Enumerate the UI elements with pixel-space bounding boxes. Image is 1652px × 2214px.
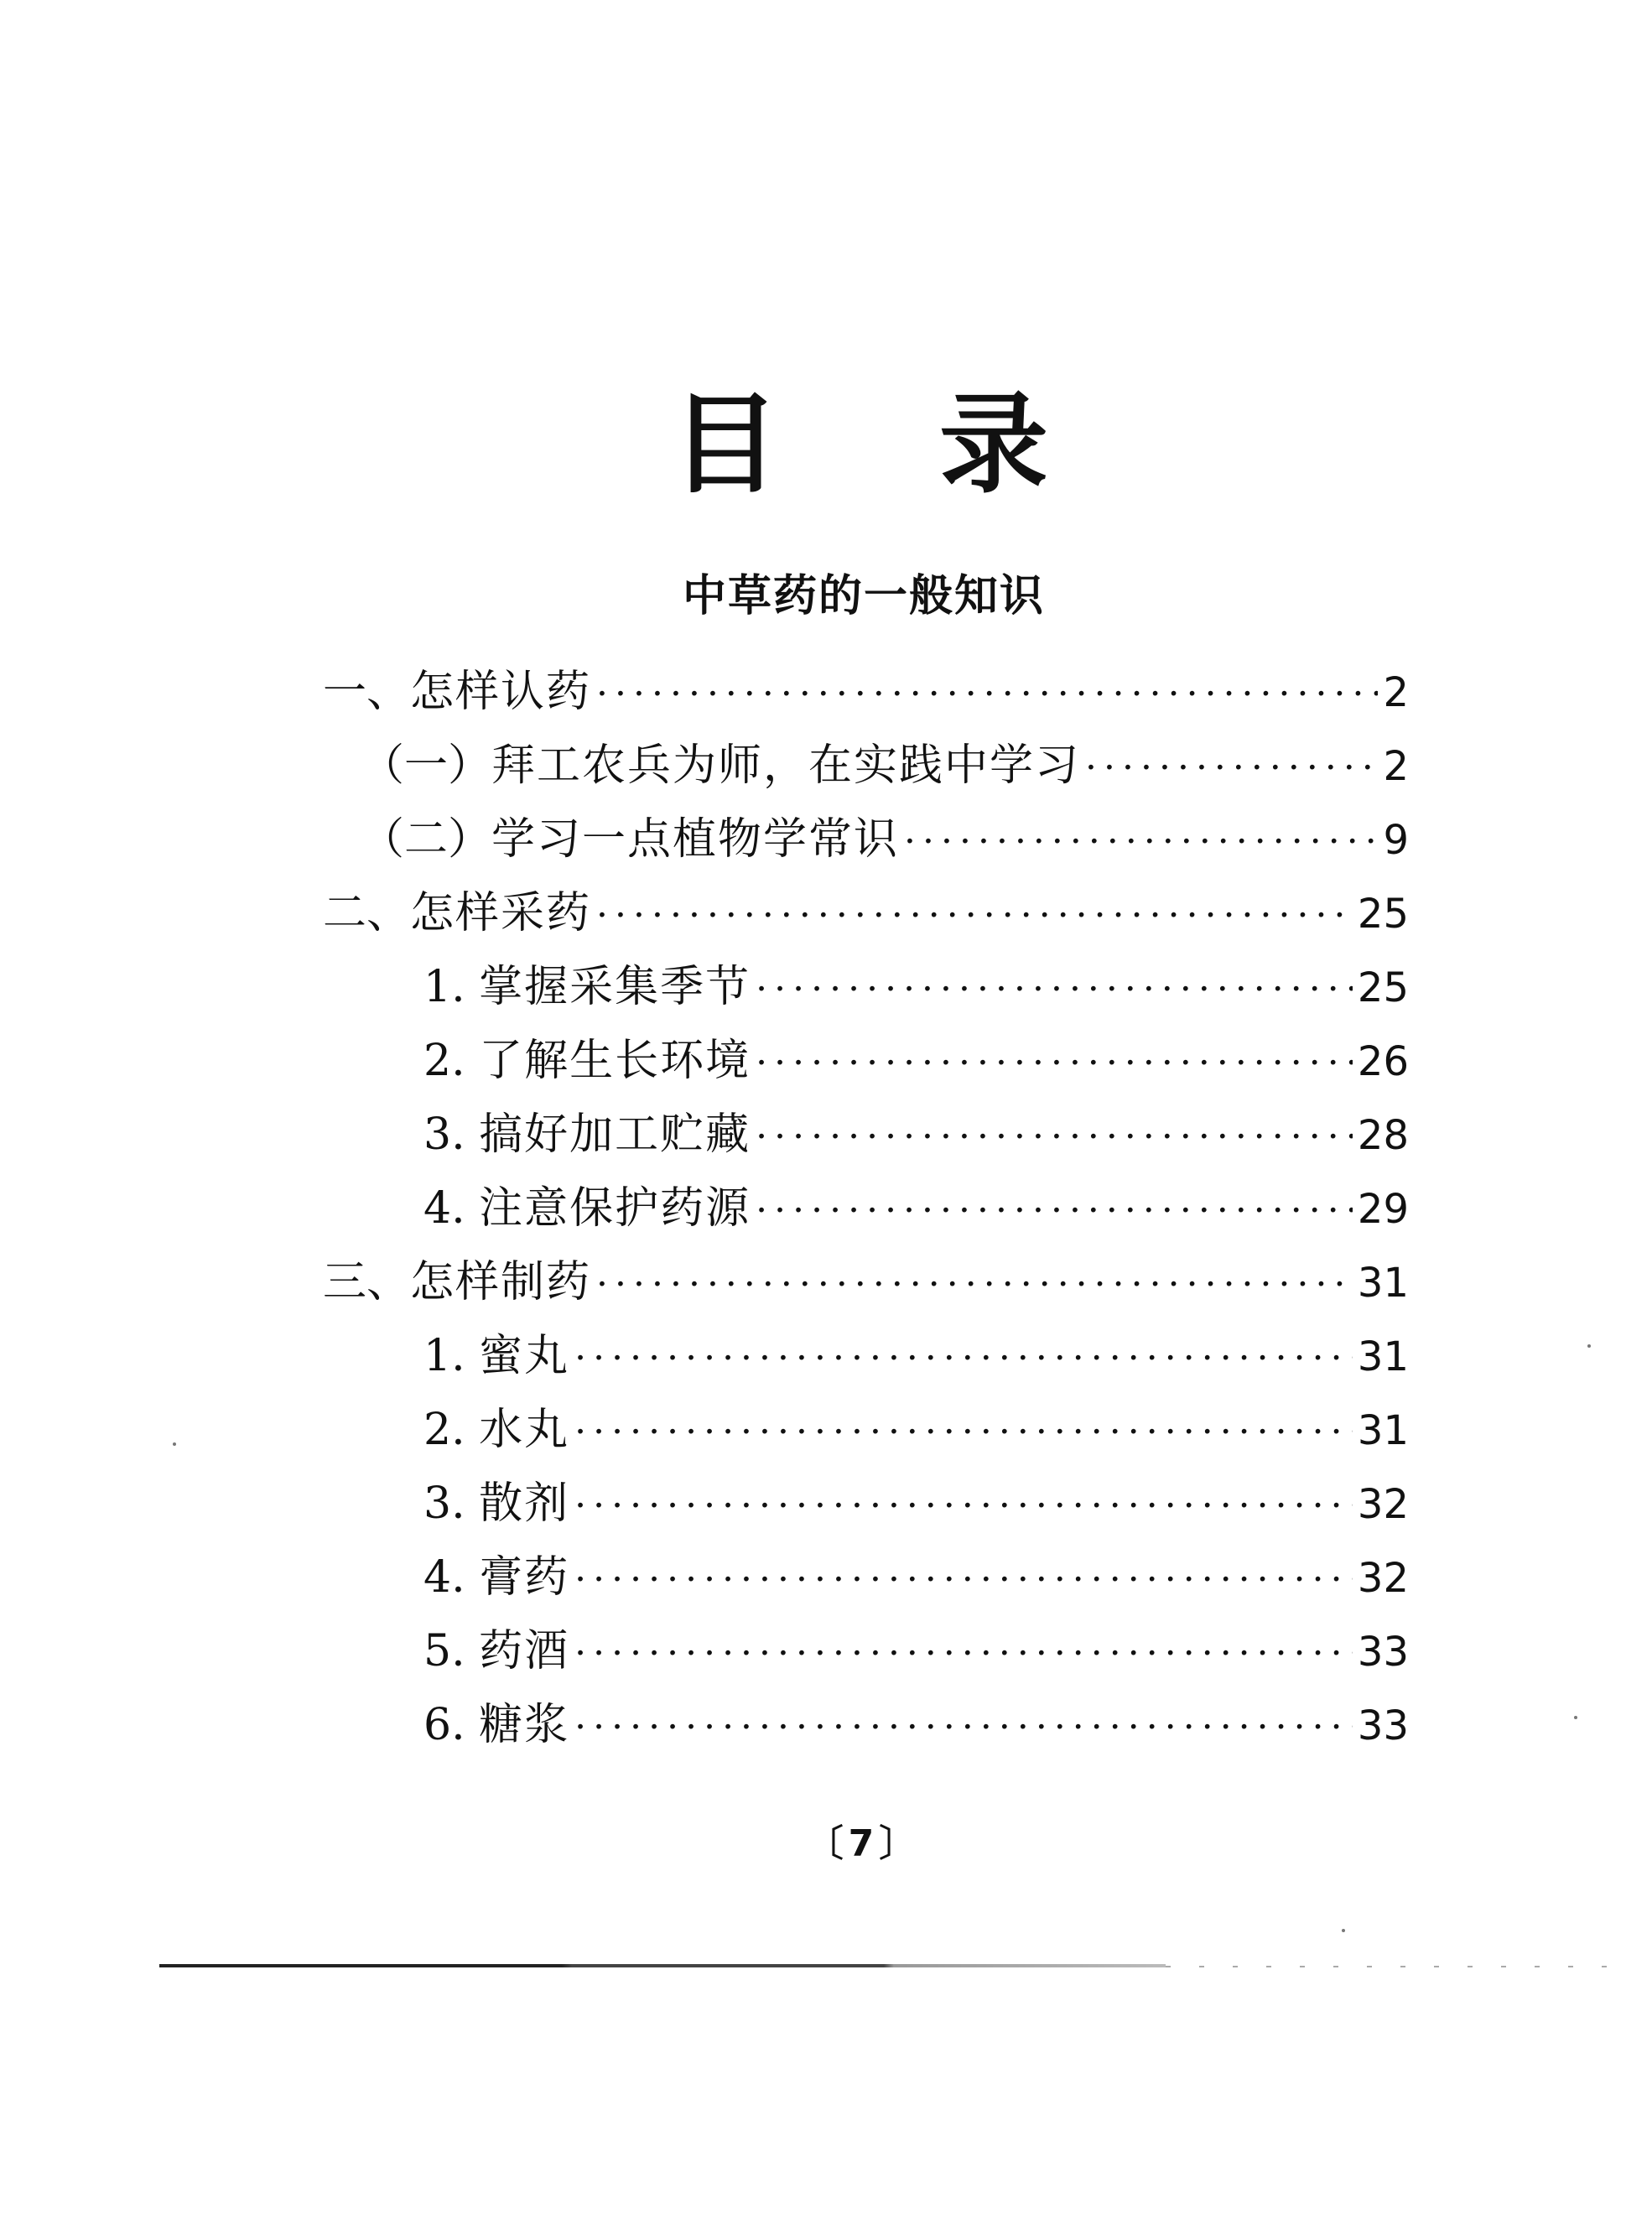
toc-entry-page: 2: [1383, 669, 1409, 716]
toc-entry-label: 药酒: [479, 1626, 570, 1676]
toc-entry-label: 水丸: [479, 1405, 570, 1455]
toc-entry[interactable]: [423, 1696, 1409, 1754]
toc-entry-label: 掌握采集季节: [479, 962, 751, 1012]
page-title: [671, 382, 1048, 507]
toc-entry-page: 25: [1357, 964, 1409, 1011]
toc-entry-number: 2.: [423, 1405, 480, 1455]
toc-entry-page: 33: [1357, 1629, 1409, 1676]
toc-entry-label: 怎样认药: [410, 667, 592, 717]
toc-leader-dots: [574, 1477, 1353, 1536]
toc-entry-number: 3.: [423, 1110, 480, 1160]
toc-entry[interactable]: [423, 1327, 1409, 1385]
toc-entry-page: 26: [1357, 1038, 1409, 1085]
toc-entry-page: 32: [1357, 1481, 1409, 1528]
toc-entry[interactable]: [423, 958, 1409, 1016]
toc-entry-number: 5.: [423, 1626, 480, 1676]
toc-entry[interactable]: [423, 1622, 1409, 1681]
toc-entry-label: 注意保护药源: [479, 1183, 751, 1234]
toc-entry-number: （一）: [361, 741, 492, 791]
section-heading: 中草药的一般知识: [682, 571, 1045, 621]
toc-entry-page: 31: [1357, 1333, 1409, 1380]
toc-entry-number: 3.: [423, 1479, 480, 1529]
toc-entry-label: 怎样制药: [410, 1257, 592, 1307]
toc-entry-page: 28: [1357, 1112, 1409, 1159]
toc-entry-page: 2: [1383, 743, 1409, 790]
toc-entry[interactable]: [323, 884, 1409, 943]
toc-leader-dots: [756, 1108, 1353, 1167]
toc-entry-page: 31: [1357, 1260, 1409, 1307]
toc-entry-label: 膏药: [479, 1552, 570, 1603]
toc-entry-page: 25: [1357, 891, 1409, 938]
toc-entry-label: 搞好加工贮藏: [479, 1110, 751, 1160]
toc-entry-label: 学习一点植物学常识: [491, 814, 900, 865]
toc-entry-page: 9: [1383, 817, 1409, 864]
toc-entry-label: 了解生长环境: [479, 1036, 751, 1086]
toc-entry[interactable]: [423, 1032, 1409, 1090]
toc-entry-number: 二、: [323, 888, 411, 938]
toc-entry[interactable]: [423, 1401, 1409, 1459]
toc-entry[interactable]: [361, 810, 1409, 869]
toc-leader-dots: [1085, 739, 1378, 798]
toc-entry-number: （二）: [361, 814, 492, 865]
toc-entry-number: 1.: [423, 1331, 480, 1381]
scan-edge-line-faint: [1166, 1966, 1635, 1967]
toc-leader-dots: [756, 1034, 1353, 1093]
toc-entry-label: 怎样采药: [410, 888, 592, 938]
toc-entry-number: 2.: [423, 1036, 480, 1086]
toc-entry-number: 4.: [423, 1183, 480, 1234]
toc-entry-number: 6.: [423, 1700, 480, 1750]
toc-entry-number: 1.: [423, 962, 480, 1012]
toc-entry[interactable]: [423, 1105, 1409, 1164]
toc-entry[interactable]: [323, 663, 1409, 721]
scan-speck: [173, 1442, 176, 1446]
toc-leader-dots: [596, 1255, 1353, 1314]
toc-entry-label: 拜工农兵为师，在实践中学习: [491, 741, 1081, 791]
toc-entry[interactable]: [423, 1474, 1409, 1533]
toc-entry-label: 糖浆: [479, 1700, 570, 1750]
toc-leader-dots: [574, 1551, 1353, 1609]
scan-speck: [1587, 1344, 1591, 1348]
toc-leader-dots: [574, 1329, 1353, 1388]
scan-speck: [1574, 1716, 1577, 1719]
toc-entry-label: 散剂: [479, 1479, 570, 1529]
toc-leader-dots: [756, 1182, 1353, 1240]
page-title-char-2: 录: [938, 381, 1048, 508]
toc-entry[interactable]: [423, 1548, 1409, 1607]
toc-entry[interactable]: [361, 736, 1409, 795]
toc-leader-dots: [574, 1403, 1353, 1462]
toc-entry-page: 33: [1357, 1702, 1409, 1749]
toc-entry-page: 32: [1357, 1555, 1409, 1602]
toc-entry-number: 一、: [323, 667, 411, 717]
toc-entry-number: 三、: [323, 1257, 411, 1307]
page-title-char-1: 目: [671, 381, 781, 508]
toc-entry-number: 4.: [423, 1552, 480, 1603]
toc-entry-label: 蜜丸: [479, 1331, 570, 1381]
toc-entry[interactable]: [323, 1253, 1409, 1312]
toc-entry-page: 29: [1357, 1186, 1409, 1233]
toc-leader-dots: [904, 813, 1378, 871]
toc-entry[interactable]: [423, 1179, 1409, 1238]
toc-entry-page: 31: [1357, 1407, 1409, 1454]
toc-leader-dots: [596, 665, 1378, 724]
toc-leader-dots: [574, 1624, 1353, 1683]
toc-leader-dots: [756, 960, 1353, 1019]
scan-edge-line: [159, 1964, 1166, 1967]
page-number: 〔7〕: [806, 1822, 922, 1865]
scan-speck: [1342, 1929, 1345, 1932]
toc-leader-dots: [574, 1698, 1353, 1757]
toc-leader-dots: [596, 886, 1353, 945]
